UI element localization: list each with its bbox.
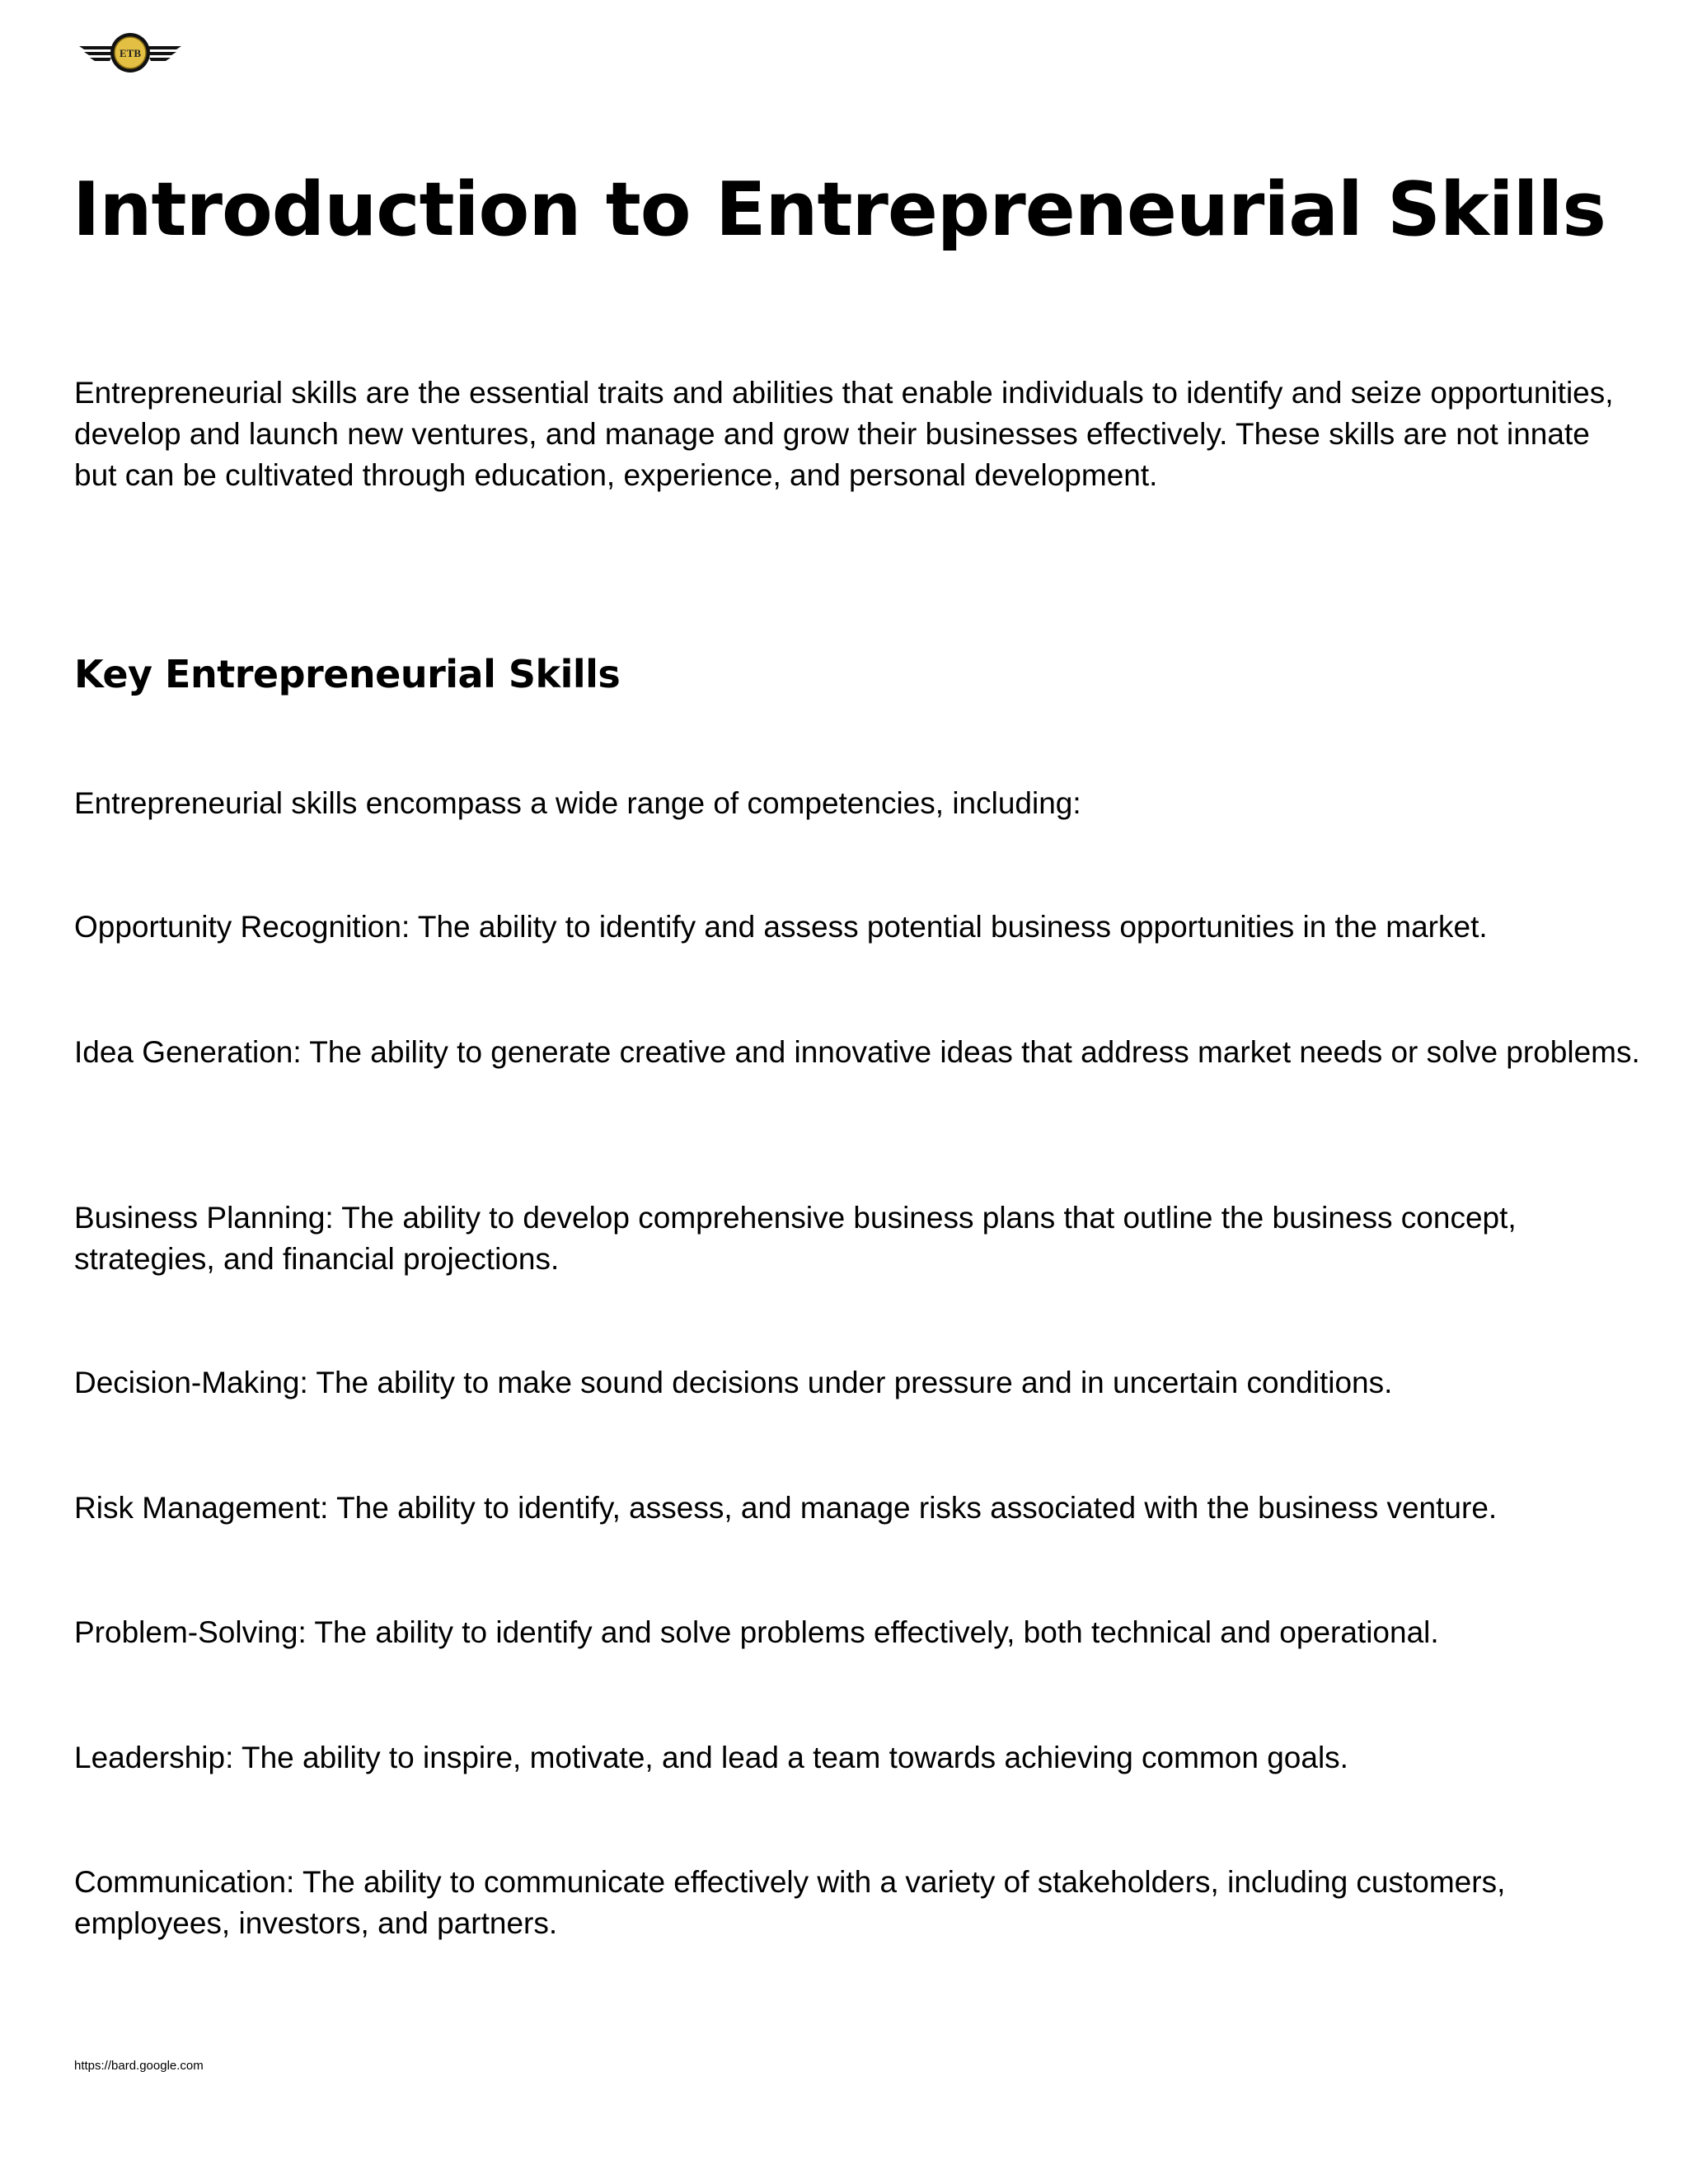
skill-item-communication: Communication: The ability to communicate effectively with a variety of stakeholders, including customers, employees, investors, and partners. (74, 1865, 1506, 1940)
etb-logo (76, 28, 185, 76)
skill-item-risk-management: Risk Management: The ability to identify, assess, and manage risks associated with the business venture. (74, 1491, 1498, 1525)
skill-item-problem-solving: Problem-Solving: The ability to identify and solve problems effectively, both technical and operational. (74, 1615, 1439, 1649)
page-title: Introduction to Entrepreneurial Skills (73, 166, 1606, 253)
skill-item-leadership: Leadership: The ability to inspire, motivate, and lead a team towards achieving common goals. (74, 1741, 1348, 1774)
winged-emblem-icon (76, 28, 185, 76)
skill-item-business-planning: Business Planning: The ability to develop comprehensive business plans that outline the business concept, strategies, and financial projections. (74, 1201, 1517, 1276)
skill-item-opportunity-recognition: Opportunity Recognition: The ability to identify and assess potential business opportunities in the market. (74, 910, 1488, 944)
logo-text: ETB (119, 47, 142, 59)
footer-url: https://bard.google.com (74, 2059, 204, 2073)
skill-item-idea-generation: Idea Generation: The ability to generate creative and innovative ideas that address market needs or solve problems. (74, 1035, 1640, 1069)
section-lead: Entrepreneurial skills encompass a wide range of competencies, including: (74, 786, 1081, 820)
intro-paragraph: Entrepreneurial skills are the essential traits and abilities that enable individuals to identify and seize opportunities, develop and launch new ventures, and manage and grow their businesses effectively. These skills are not innate but can be cultivated through education, experience, and personal development. (74, 376, 1614, 492)
skill-item-decision-making: Decision-Making: The ability to make sound decisions under pressure and in uncertain conditions. (74, 1366, 1393, 1399)
section-heading: Key Entrepreneurial Skills (74, 652, 621, 696)
